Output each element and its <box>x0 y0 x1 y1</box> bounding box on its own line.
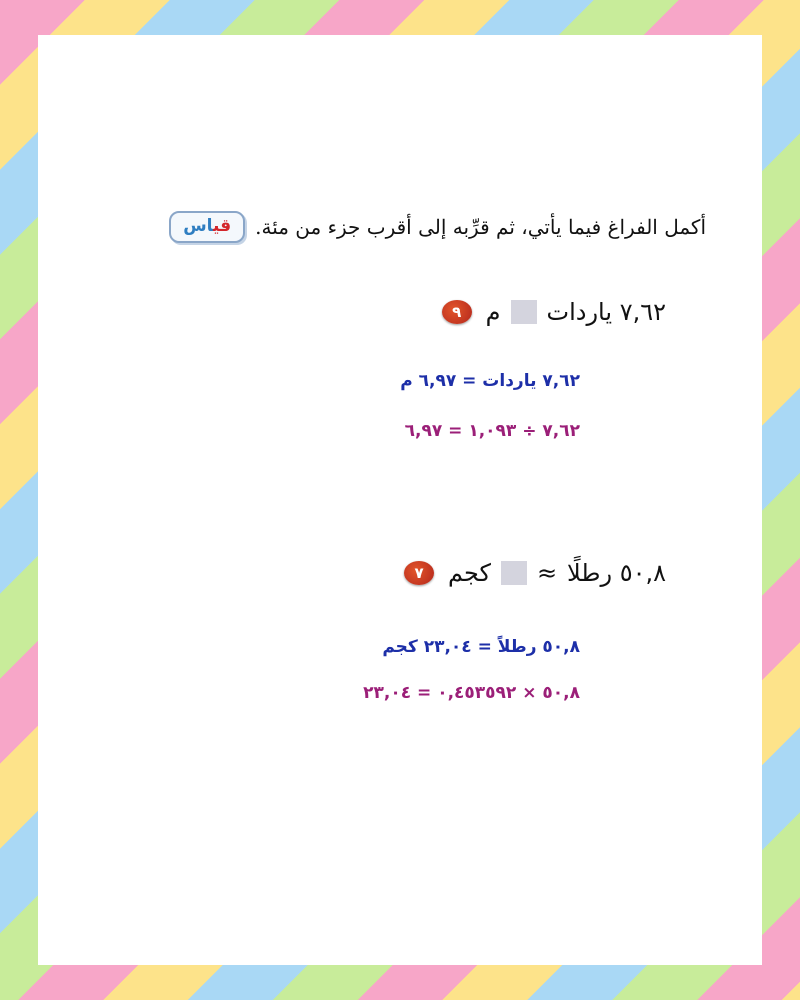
problem-statement <box>448 559 666 587</box>
answer-blank[interactable] <box>501 561 527 585</box>
problem-quantity: ٧,٦٢ ياردات <box>546 298 666 326</box>
problem-quantity: ٥٠,٨ رطلًا <box>567 559 666 587</box>
worksheet-card <box>38 35 762 965</box>
approx-symbol: ≈ <box>536 559 558 587</box>
solution-line: ٧,٦٢ ياردات = ٦,٩٧ م <box>400 371 580 391</box>
solution-line: ٥٠,٨ × ٠,٤٥٣٥٩٢ = ٢٣,٠٤ <box>363 683 580 703</box>
problem-2 <box>404 559 666 587</box>
badge-text-blue: اس <box>183 216 214 236</box>
problem-1 <box>442 298 666 326</box>
problem-statement <box>486 298 666 326</box>
problem-unit: كجم <box>448 559 491 587</box>
solution-line: ٥٠,٨ رطلاً = ٢٣,٠٤ كجم <box>382 637 580 657</box>
measurement-badge <box>169 211 245 243</box>
problem-number-badge: ٩ <box>442 300 472 324</box>
answer-blank[interactable] <box>511 300 537 324</box>
badge-text-red: قي <box>213 216 232 236</box>
problem-unit: م <box>485 298 501 326</box>
instruction-text: أكمل الفراغ فيما يأتي، ثم قرِّبه إلى أقرب جزء من مئة. <box>255 215 706 239</box>
solution-line: ٧,٦٢ ÷ ١,٠٩٣ = ٦,٩٧ <box>404 421 580 441</box>
problem-number-badge: ٧ <box>404 561 434 585</box>
instruction-row <box>169 211 706 243</box>
